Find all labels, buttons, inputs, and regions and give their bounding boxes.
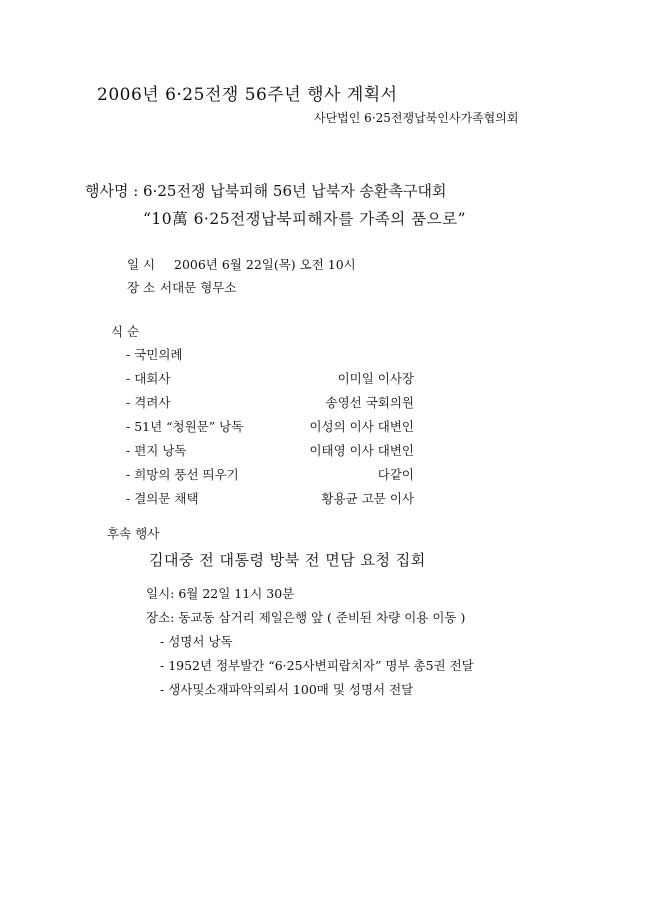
program-item: - 대회사 [126,371,171,386]
program-item: - 결의문 채택 [126,491,199,506]
program-item-presenter: 황용균 고문 이사 [321,491,414,506]
program-item-presenter: 이태영 이사 대변인 [309,443,414,458]
date-label: 일 시 [127,257,156,272]
follow-up-heading: 후속 행사 [107,526,160,541]
place-value: 서대문 형무소 [160,280,237,295]
program-item-presenter: 이성의 이사 대변인 [309,419,414,434]
program-item: - 51년 “청원문” 낭독 [126,419,244,434]
event-slogan: “10萬 6·25전쟁납북피해자를 가족의 품으로” [143,210,466,228]
follow-up-time: 일시: 6월 22일 11시 30분 [146,586,295,601]
date-value: 2006년 6월 22일(목) 오전 10시 [174,257,356,272]
follow-up-title: 김대중 전 대통령 방북 전 면담 요청 집회 [149,551,426,569]
follow-up-item: - 성명서 낭독 [160,634,233,649]
program-item-presenter: 송영선 국회의원 [325,395,414,410]
place-label: 장 소 [127,280,156,295]
program-heading: 식 순 [111,324,140,339]
program-item: - 희망의 풍선 띄우기 [126,467,239,482]
program-item: - 편지 낭독 [126,443,187,458]
event-name: 행사명 : 6·25전쟁 납북피해 56년 납북자 송환촉구대회 [85,182,447,200]
follow-up-item: - 1952년 정부발간 “6·25사변피랍치자” 명부 총5권 전달 [160,658,474,673]
follow-up-place: 장소: 동교동 삼거리 제일은행 앞 ( 준비된 차량 이용 이동 ) [146,610,466,625]
program-item-presenter: 이미일 이사장 [337,371,414,386]
follow-up-item: - 생사및소재파악의뢰서 100매 및 성명서 전달 [160,682,414,697]
program-item: - 국민의례 [126,347,183,362]
program-item: - 격려사 [126,395,171,410]
document-title: 2006년 6·25전쟁 56주년 행사 계획서 [97,85,398,105]
program-item-presenter: 다같이 [377,467,414,482]
organization-name: 사단법인 6·25전쟁납북인사가족협의회 [314,111,519,125]
